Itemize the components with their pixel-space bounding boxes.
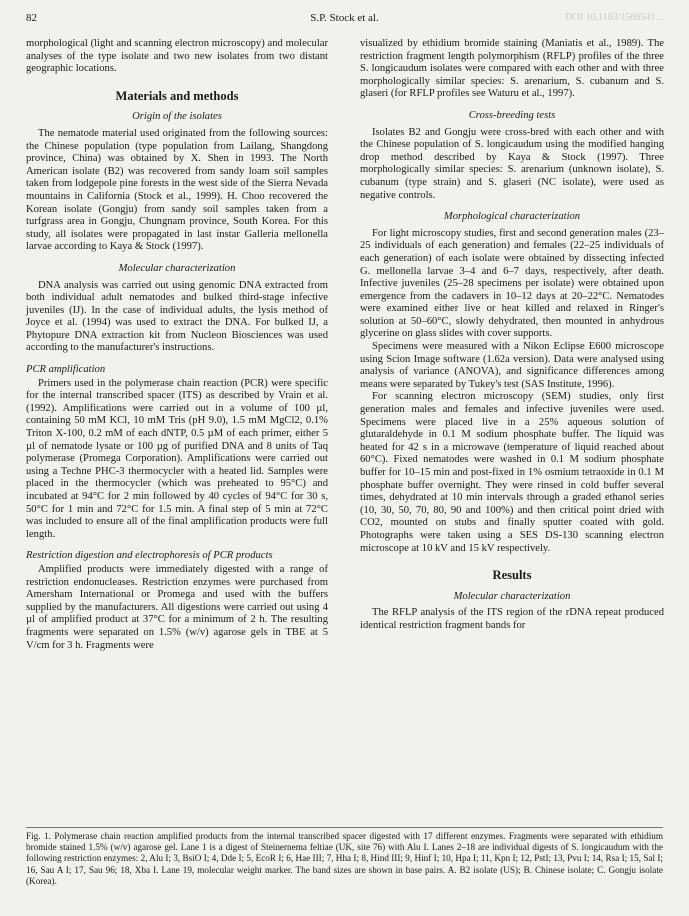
intro-paragraph: morphological (light and scanning electron microscopy) and molecular analyses of the type isolate and two new isolates from two distant geographic locations. bbox=[26, 38, 328, 75]
cross-breeding-heading: Cross-breeding tests bbox=[468, 109, 556, 121]
origin-heading: Origin of the isolates bbox=[132, 111, 222, 123]
results-heading: Results bbox=[492, 568, 532, 583]
pcr-heading: PCR amplification bbox=[26, 364, 106, 376]
show-through-text: DOI 10.1163/1568541... bbox=[565, 12, 663, 23]
morphological-paragraph-2: Specimens were measured with a Nikon Eclipse E600 microscope using Scion Image software (1.62a version). Data were analysed using analysis of variance (ANOVA), and significance differences among means were separated by Tukey's test (SAS Institute, 1996). bbox=[360, 341, 664, 390]
results-subheading: Molecular characterization bbox=[453, 590, 571, 602]
right-column bbox=[360, 38, 664, 633]
molecular-heading: Molecular characterization bbox=[118, 262, 236, 274]
pcr-paragraph: Primers used in the polymerase chain reaction (PCR) were specific for the internal transcribed spacer (ITS) as described by Vrain et al. (1992). Amplifications were carried out in a volume of 100 µl, containing 50 mM KCl, 10 mM Tris (pH 9.0), 1.5 mM MgCl2, 0.1% Triton X-100, 0.2 mM of each dNTP, 0.5 µM of each primer, either 5 µl of nematode lysate or 100 µg of purified DNA and 8 units of Taq polymerase (Promega Corporation). Amplifications were carried out using a Techne PHC-3 thermocycler with a heated lid. Samples were placed in the thermocycler (which was preheated to 95°C) and incubated at 94°C for 2 min followed by 40 cycles of 94°C for 30 s, 50°C for 1 min and 72°C for 1.5 min. A final step of 5 min at 72°C was included to ensure all of the final amplification products were full length. bbox=[26, 377, 328, 540]
cross-breeding-paragraph: Isolates B2 and Gongju were cross-bred with each other and with the Chinese population of S. longicaudum using the modified hanging drop method described by Kaya & Stock (1997). Three morphologically similar species: S. arenarium (unknown isolate), S. cubanum (type strain) and S. glaseri (NC isolate), were used as negative controls. bbox=[360, 126, 664, 201]
morphological-heading: Morphological characterization bbox=[443, 211, 581, 223]
restriction-heading: Restriction digestion and electrophoresis of PCR products bbox=[26, 550, 273, 562]
results-paragraph: The RFLP analysis of the ITS region of the rDNA repeat produced identical restriction fragment bands for bbox=[360, 607, 664, 631]
morphological-paragraph-3: For scanning electron microscopy (SEM) studies, only first generation males and females and infective juveniles were used. Specimens were placed live in a 25% aqueous solution of glutaraldehyde in 0.1 M sodium phosphate buffer. The liquid was heated for 42 s in a microwave (temperature of liquid reached about 60°C). Fixed nematodes were washed in 0.1 M sodium phosphate buffer for 10–15 min and post-fixed in 1% osmium tetraoxide in 0.1 M phosphate buffer overnight. They were rinsed in cold buffer several times, dehydrated at 10 min intervals through a graded ethanol series (10, 30, 50, 70, 80, 90 and 100%) and then critical point dried with CO2, mounted on stubs and finally sputter coated with gold. Photographs were taken using a SES DS-130 scanning electron microscope at 10 kV and 15 kV respectively. bbox=[360, 391, 664, 554]
origin-paragraph: The nematode material used originated from the following sources: the Chinese population (type population from Lailang, Shangdong province, China) was obtained by X. Shen in 1993. The North American isolate (B2) was recovered from sandy loam soil samples taken from lodgepole pine forests in the west side of the Sierra Nevada mountains in California (Stock et al., 1999). H. Choo recovered the Korean isolate (Gongju) from sandy soil samples taken from a turfgrass area in Gongju, Chungnam province, South Korea. For this study, all isolates were propagated in last instar Galleria mellonella larvae according to Kaya & Stock (1997). bbox=[26, 127, 328, 253]
left-column bbox=[26, 38, 328, 652]
page-number: 82 bbox=[26, 12, 37, 24]
morphological-paragraph-1: For light microscopy studies, first and second generation males (23–25 individuals of each generation) and females (22–25 individuals of each generation) of each isolate were obtained by dissecting infected G. mellonella larvae 3–4 and 6–7 days, respectively, after death. Infective juveniles (25–28 specimens per isolate) were obtained upon emergence from the cadavers in 10–12 days at 20–22°C. Nematodes were examined either live or heat killed and relaxed in Ringer's solution at 50–60°C, slowly dehydrated, then mounted in anhydrous glycerine on glass slides with cover supports. bbox=[360, 227, 664, 340]
figure-caption: Fig. 1. Polymerase chain reaction amplified products from the internal transcribed spacer digested with 17 different enzymes. Fragments were separated with ethidium bromide stained 1.5% (w/v) agarose gel. Lane 1 is a digest of Steinernema feltiae (UK, site 76) with Alu I. Lanes 2–18 are individual digests of S. longicaudum with the following restriction enzymes: 2, Alu I; 3, BsiO I; 4, Dde I; 5, EcoR I; 6, Hae III; 7, Hha I; 8, Hind III; 9, Hinf I; 10, Hpa I; 11, Kpn I; 12, PstI; 13, Pvu I; 14, Rsa I; 15, Sal I; 16, Sau A I; 17, Sau 96; 18, Xba I. Lane 19, molecular weight marker. The band sizes are shown in base pairs. A. B2 isolate (US); B. Chinese isolate; C. Gongju isolate (Korea). bbox=[26, 827, 663, 887]
molecular-paragraph: DNA analysis was carried out using genomic DNA extracted from both individual adult nematodes and bulked third-stage infective juveniles (IJ). In the case of individual adults, the lysis method of Joyce et al. (1994) was used to extract the DNA. For bulked IJ, a Phytopure DNA extraction kit from Nucleon Biosciences was used according to the manufacturer's instructions. bbox=[26, 279, 328, 354]
restriction-paragraph: Amplified products were immediately digested with a range of restriction endonucleases. Restriction enzymes were purchased from Amersham International or Promega and used with the buffers supplied by the manufacturers. All digestions were carried out using 4 µl of amplified product at 37°C for a minimum of 2 h. The resulting fragments were separated on 1.5% (w/v) agarose gels in TBE at 5 V/cm for 3 h. Fragments were bbox=[26, 563, 328, 651]
page-header bbox=[26, 12, 663, 28]
running-title: S.P. Stock et al. bbox=[310, 12, 379, 24]
materials-methods-heading: Materials and methods bbox=[115, 88, 239, 103]
continued-paragraph: visualized by ethidium bromide staining (Maniatis et al., 1989). The restriction fragment length polymorphism (RFLP) profiles of the three S. longicaudum isolates were compared with each other and with three morphologically similar species: S. arenarium, S. cubanum and S. glaseri (for RFLP profiles see Waturu et al., 1997). bbox=[360, 38, 664, 100]
